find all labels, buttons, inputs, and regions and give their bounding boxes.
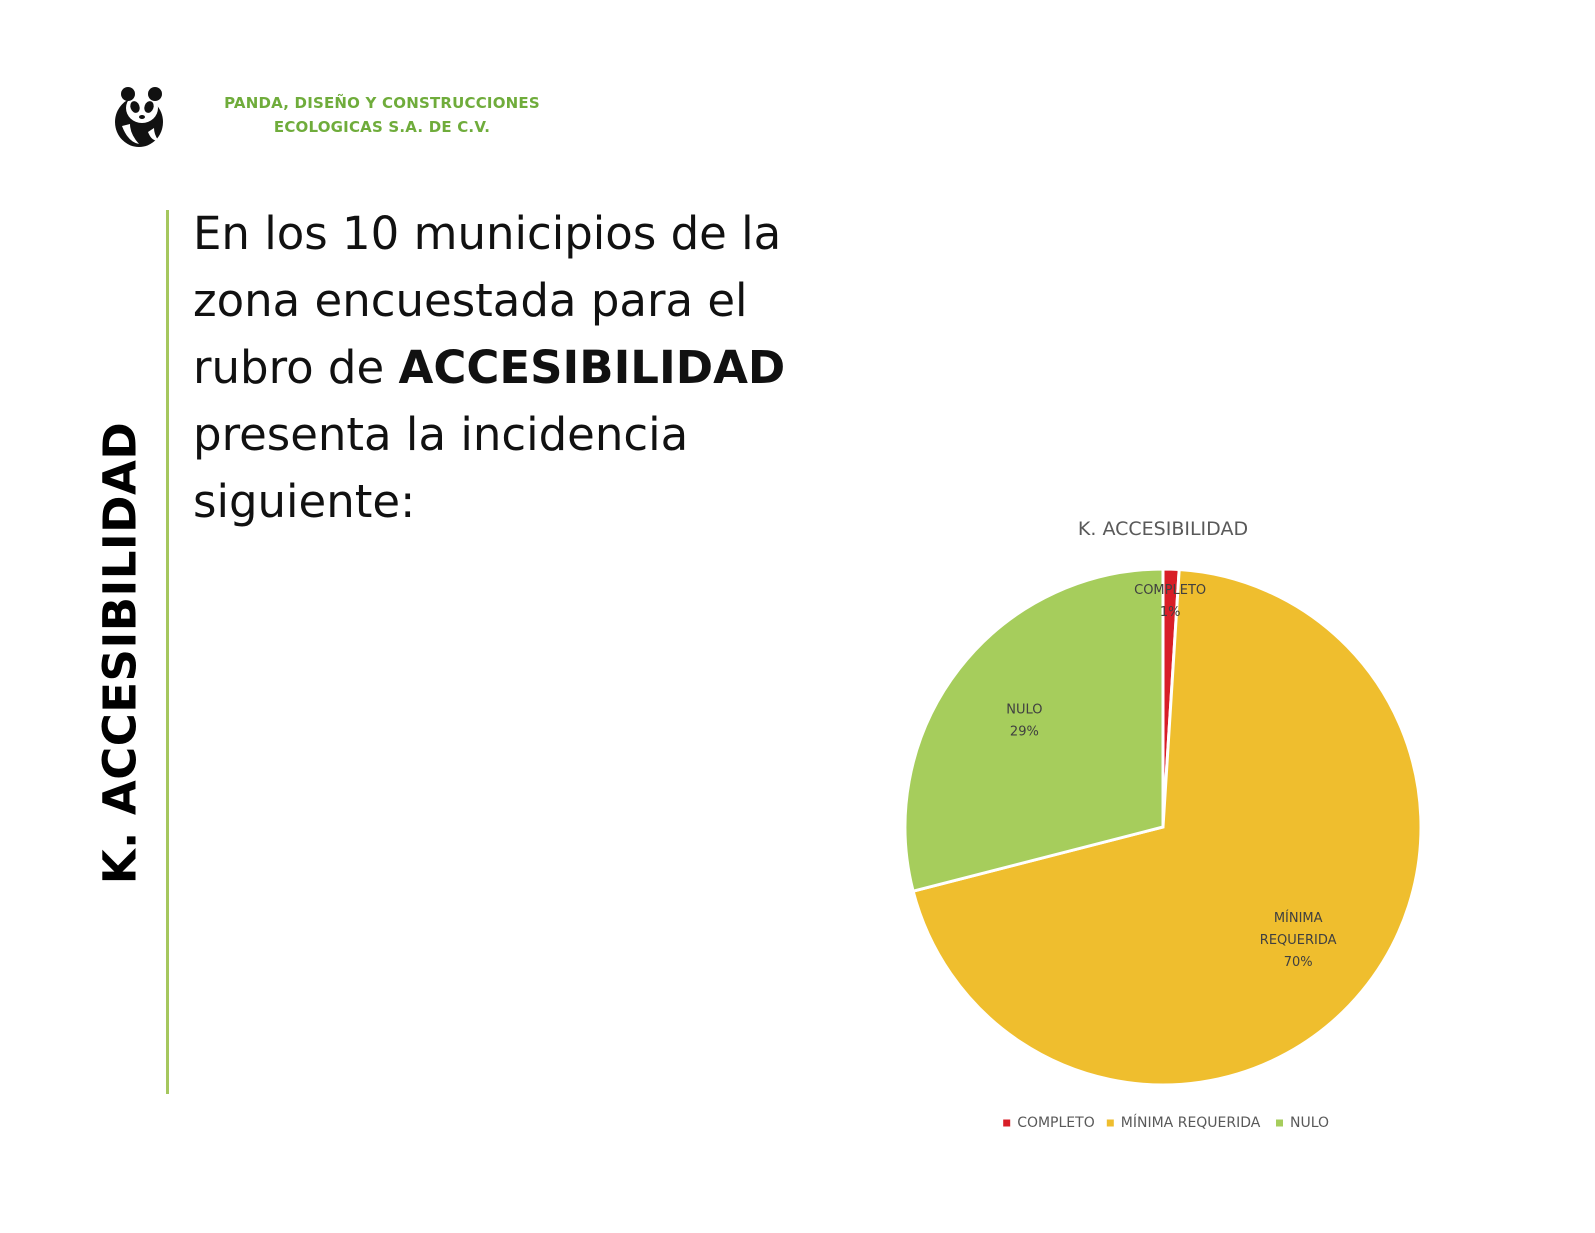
legend-label-nulo: NULO <box>1290 1115 1330 1131</box>
legend-label-completo: COMPLETO <box>1017 1115 1095 1131</box>
vertical-divider <box>166 210 169 1094</box>
data-label-nulo: NULO 29% <box>1006 702 1043 740</box>
legend-swatch-minima-requerida <box>1107 1120 1114 1127</box>
data-label-minima-requerida: MÍNIMA REQUERIDA 70% <box>1259 910 1337 970</box>
panda-logo-icon <box>108 82 170 148</box>
intro-highlight: ACCESIBILIDAD <box>398 341 786 394</box>
section-title-vertical: K. ACCESIBILIDAD <box>93 421 147 885</box>
chart-legend <box>1003 1114 1329 1131</box>
company-name-line2: ECOLOGICAS S.A. DE C.V. <box>273 118 491 136</box>
chart-title: K. ACCESIBILIDAD <box>1077 518 1249 540</box>
pie-chart <box>860 500 1480 1160</box>
data-label-completo: COMPLETO 1% <box>1134 583 1207 621</box>
legend-swatch-nulo <box>1276 1120 1283 1127</box>
intro-paragraph <box>193 200 833 535</box>
company-name-line1: PANDA, DISEÑO Y CONSTRUCCIONES <box>224 94 540 112</box>
legend-swatch-completo <box>1003 1120 1010 1127</box>
intro-text-after: presenta la incidencia siguiente: <box>193 408 689 528</box>
legend-label-minima-requerida: MÍNIMA REQUERIDA <box>1120 1115 1261 1131</box>
pie-slices <box>905 569 1421 1085</box>
intro-text-before: En los 10 municipios de la zona encuestada para el rubro de <box>193 207 782 394</box>
